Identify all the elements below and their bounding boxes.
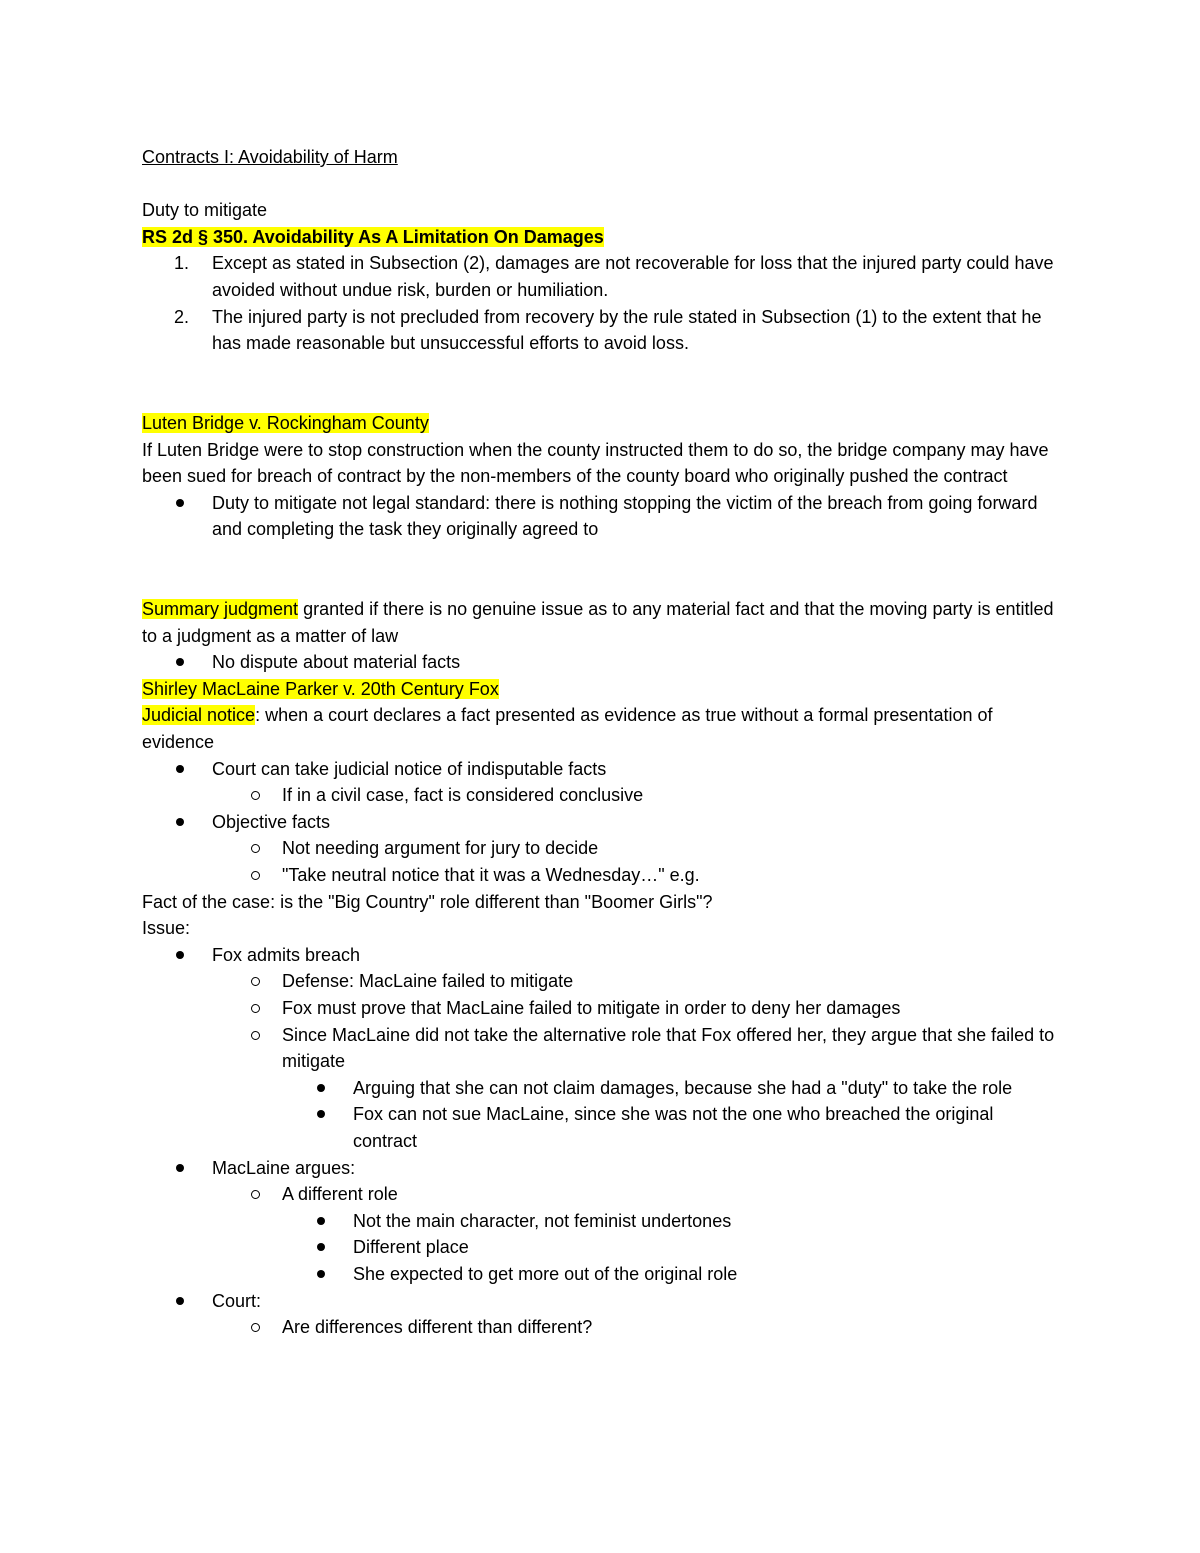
issue-label: Issue: [142, 918, 191, 939]
circle-bullet-icon [251, 871, 260, 880]
circle-bullet-icon [251, 1190, 260, 1199]
maclaine-bullets [142, 1155, 1062, 1182]
list-item [142, 1101, 1062, 1154]
list-item-text: "Take neutral notice that it was a Wednesday…" e.g. [282, 865, 700, 886]
list-item-text: Are differences different than different? [282, 1317, 593, 1338]
list-item-text: If in a civil case, fact is considered conclusive [282, 785, 644, 806]
list-item [142, 1075, 1062, 1102]
bullet-icon [317, 1270, 325, 1278]
list-item-text: Fox must prove that MacLaine failed to mitigate in order to deny her damages [282, 998, 901, 1018]
bullet-icon [317, 1243, 325, 1251]
duty-heading: Duty to mitigate [142, 200, 268, 221]
objective-sub-bullets [142, 835, 1062, 888]
circle-bullet-icon [251, 844, 260, 853]
list-item [142, 1181, 1062, 1208]
list-number: 1. [174, 253, 190, 274]
circle-bullet-icon [251, 1004, 260, 1013]
list-item [142, 862, 1062, 889]
luten-heading-text: Luten Bridge v. Rockingham County [142, 412, 429, 433]
judicial-notice-definition: : when a court declares a fact presented as evidence as true without a formal presentation of evidence [142, 705, 993, 753]
list-item [142, 1208, 1062, 1235]
list-item [142, 1155, 1062, 1182]
list-item [142, 995, 1062, 1022]
list-item [142, 1314, 1062, 1341]
circle-bullet-icon [251, 977, 260, 986]
list-item [142, 782, 1062, 809]
fact-of-case: Fact of the case: is the "Big Country" role different than "Boomer Girls"? [142, 891, 713, 912]
fox-sub-bullets [142, 968, 1062, 1074]
parker-heading-text: Shirley MacLaine Parker v. 20th Century Fox [142, 678, 499, 699]
luten-bullets [142, 490, 1062, 543]
judicial-notice-term: Judicial notice [142, 705, 256, 726]
list-item [142, 250, 1062, 303]
circle-bullet-icon [251, 1031, 260, 1040]
bullet-icon [176, 765, 184, 773]
list-item [142, 490, 1062, 543]
judicial-notice-paragraph [142, 702, 1062, 755]
bullet-icon [176, 1297, 184, 1305]
list-item [142, 1234, 1062, 1261]
bullet-icon [317, 1217, 325, 1225]
list-item-text: Not needing argument for jury to decide [282, 838, 599, 859]
summary-judgment-definition: granted if there is no genuine issue as to any material fact and that the moving party is entitled to a judgment as a matter of law [142, 599, 1054, 646]
maclaine-sub-bullets [142, 1181, 1062, 1208]
list-item-text: Except as stated in Subsection (2), damages are not recoverable for loss that the injured party could have avoided without undue risk, burden or humiliation. [212, 253, 1054, 300]
parker-heading [142, 676, 1062, 703]
bullet-icon [176, 1164, 184, 1172]
summary-judgment-term: Summary judgment [142, 599, 299, 620]
list-item [142, 1022, 1062, 1075]
list-item [142, 649, 1062, 676]
judicial-bullets [142, 756, 1062, 783]
court-bullets [142, 1288, 1062, 1315]
list-item-text: Duty to mitigate not legal standard: there is nothing stopping the victim of the breach from going forward and completing the task they originally agreed to [212, 492, 1038, 540]
bullet-icon [176, 818, 184, 826]
list-item-text: No dispute about material facts [212, 652, 461, 673]
list-item [142, 942, 1062, 969]
list-number: 2. [174, 306, 190, 327]
luten-heading [142, 410, 1062, 437]
bullet-icon [317, 1084, 325, 1092]
list-item-text: Different place [353, 1237, 469, 1258]
list-item-text: Not the main character, not feminist undertones [353, 1210, 732, 1231]
summary-bullets [142, 649, 1062, 676]
court-sub-bullets [142, 1314, 1062, 1341]
circle-bullet-icon [251, 1323, 260, 1332]
luten-body: If Luten Bridge were to stop construction when the county instructed them to do so, the bridge company may have been sued for breach of contract by the non-members of the county board who originally pushed the contract [142, 439, 1049, 487]
bullet-icon [317, 1110, 325, 1118]
list-item [142, 968, 1062, 995]
list-item-text: A different role [282, 1184, 398, 1205]
list-item [142, 756, 1062, 783]
bullet-icon [176, 951, 184, 959]
list-item [142, 809, 1062, 836]
objective-bullets [142, 809, 1062, 836]
fox-sub-sub-bullets [142, 1075, 1062, 1155]
rs-heading-text: RS 2d § 350. Avoidability As A Limitation On Damages [142, 226, 604, 247]
list-item-text: Fox admits breach [212, 944, 361, 965]
judicial-sub-bullets [142, 782, 1062, 809]
list-item-text: Objective facts [212, 811, 331, 832]
list-item [142, 835, 1062, 862]
rs-heading [142, 224, 1062, 251]
list-item [142, 1261, 1062, 1288]
circle-bullet-icon [251, 791, 260, 800]
list-item-text: Court: [212, 1290, 262, 1311]
document-page [142, 144, 1062, 1341]
list-item [142, 1288, 1062, 1315]
summary-judgment-paragraph [142, 596, 1062, 649]
list-item-text: Defense: MacLaine failed to mitigate [282, 971, 574, 992]
page-title: Contracts I: Avoidability of Harm [142, 147, 398, 167]
list-item-text: Court can take judicial notice of indisputable facts [212, 758, 607, 779]
list-item-text: MacLaine argues: [212, 1157, 356, 1178]
list-item-text: The injured party is not precluded from recovery by the rule stated in Subsection (1) to the extent that he has made reasonable but unsuccessful efforts to avoid loss. [212, 306, 1042, 354]
list-item [142, 304, 1062, 357]
rs-numbered-list [142, 250, 1062, 356]
list-item-text: She expected to get more out of the original role [353, 1263, 738, 1284]
issue-bullets [142, 942, 1062, 969]
maclaine-sub-sub-bullets [142, 1208, 1062, 1288]
bullet-icon [176, 658, 184, 666]
bullet-icon [176, 499, 184, 507]
list-item-text: Arguing that she can not claim damages, because she had a "duty" to take the role [353, 1077, 1013, 1098]
list-item-text: Fox can not sue MacLaine, since she was not the one who breached the original contract [353, 1104, 994, 1151]
list-item-text: Since MacLaine did not take the alternative role that Fox offered her, they argue that she failed to mitigate [282, 1024, 1055, 1072]
